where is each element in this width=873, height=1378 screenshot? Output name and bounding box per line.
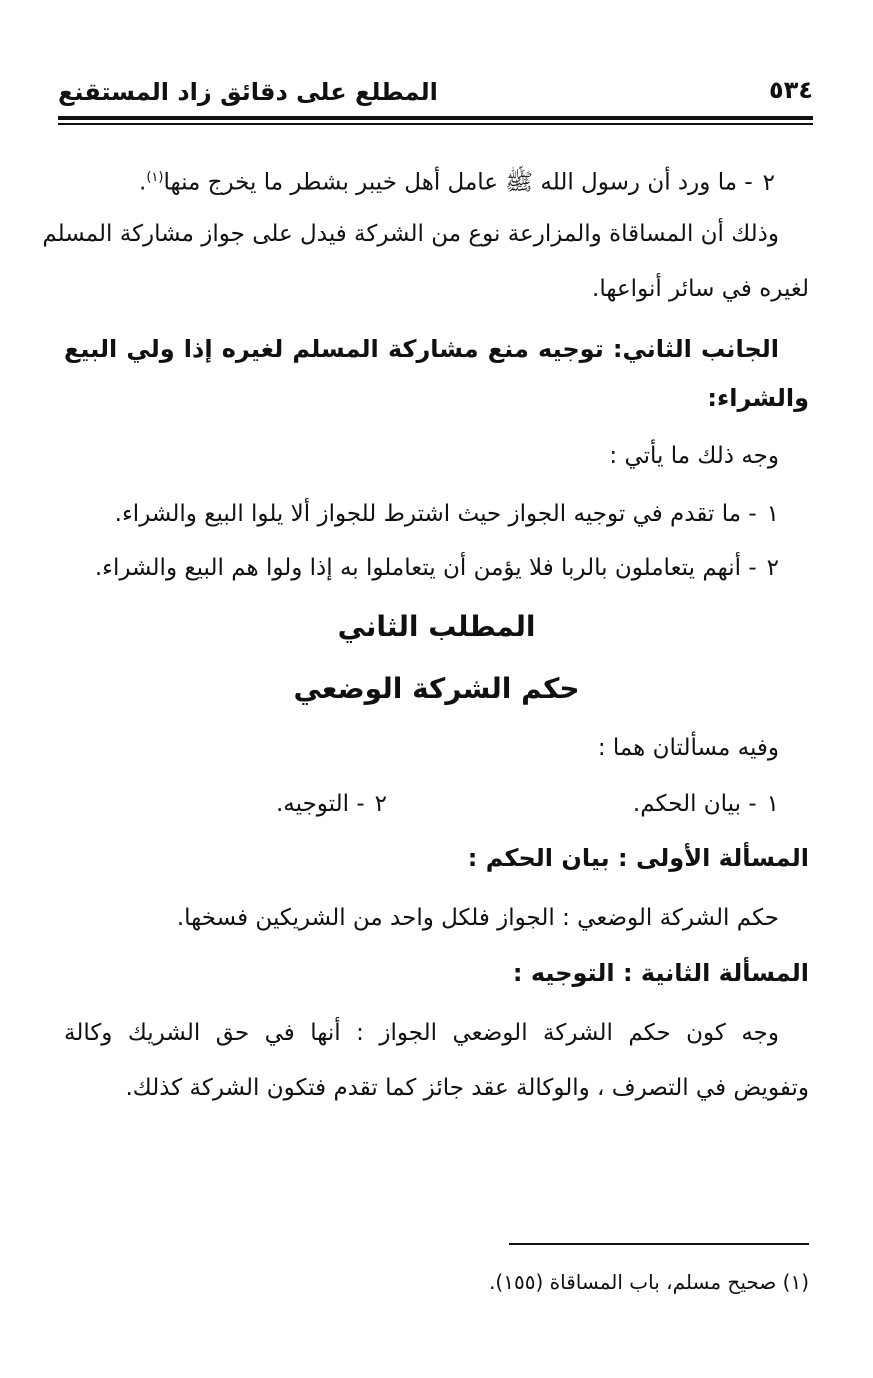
item-number: ٢: [762, 169, 775, 196]
item-number: ١: [766, 791, 779, 817]
paragraph-line: لغيره في سائر أنواعها.: [592, 276, 809, 302]
paragraph-line: وذلك أن المساقاة والمزارعة نوع من الشركة فيدل على جواز مشاركة المسلم: [42, 221, 779, 247]
matlab-subheading: حكم الشركة الوضعي: [293, 672, 580, 705]
paragraph-line: وتفويض في التصرف ، والوكالة عقد جائز كما تقدم فتكون الشركة كذلك.: [125, 1075, 809, 1101]
reason-item-1: [64, 496, 779, 532]
issue-1-heading: المسألة الأولى : بيان الحكم :: [467, 844, 809, 872]
issues-intro: وفيه مسألتان هما :: [597, 735, 779, 761]
footnote-marker: (١): [146, 170, 164, 185]
issue-item-2: [276, 786, 387, 822]
item-number: ٢: [374, 791, 387, 817]
item-text: - بيان الحكم.: [632, 791, 757, 817]
evidence-item-2: [64, 160, 775, 201]
item-text: - التوجيه.: [276, 791, 365, 817]
item-text: - ما تقدم في توجيه الجواز حيث اشترط للجواز ألا يلوا البيع والشراء.: [114, 501, 757, 527]
item-number: ١: [766, 501, 779, 527]
section-heading-line: الجانب الثاني: توجيه منع مشاركة المسلم لغيره إذا ولي البيع: [64, 335, 779, 363]
page-header: [58, 72, 813, 116]
issue-item-1: [633, 786, 779, 822]
item-text: - أنهم يتعاملون بالربا فلا يؤمن أن يتعاملوا به إذا ولوا هم البيع والشراء.: [94, 555, 757, 581]
footnote-rule: [509, 1243, 809, 1245]
matlab-heading: المطلب الثاني: [337, 610, 536, 643]
footnote: (١) صحيح مسلم، باب المساقاة (١٥٥).: [489, 1270, 809, 1294]
header-rule-thin: [58, 123, 813, 125]
paragraph-line: وجه كون حكم الشركة الوضعي الجواز : أنها في حق الشريك وكالة: [64, 1020, 779, 1046]
issue-1-text: حكم الشركة الوضعي : الجواز فلكل واحد من الشريكين فسخها.: [176, 905, 779, 931]
header-rule-thick: [58, 116, 813, 120]
reason-intro: وجه ذلك ما يأتي :: [609, 443, 779, 469]
page-number: ٥٣٤: [769, 76, 813, 104]
item-number: ٢: [766, 555, 779, 581]
book-title: المطلع على دقائق زاد المستقنع: [58, 78, 438, 106]
issue-2-heading: المسألة الثانية : التوجيه :: [512, 959, 809, 987]
reason-item-2: [64, 550, 779, 586]
section-heading-line: والشراء:: [707, 384, 809, 412]
item-end: .: [139, 169, 147, 196]
item-text: - ما ورد أن رسول الله ﷺ عامل أهل خيبر بشطر ما يخرج منها: [163, 169, 753, 196]
